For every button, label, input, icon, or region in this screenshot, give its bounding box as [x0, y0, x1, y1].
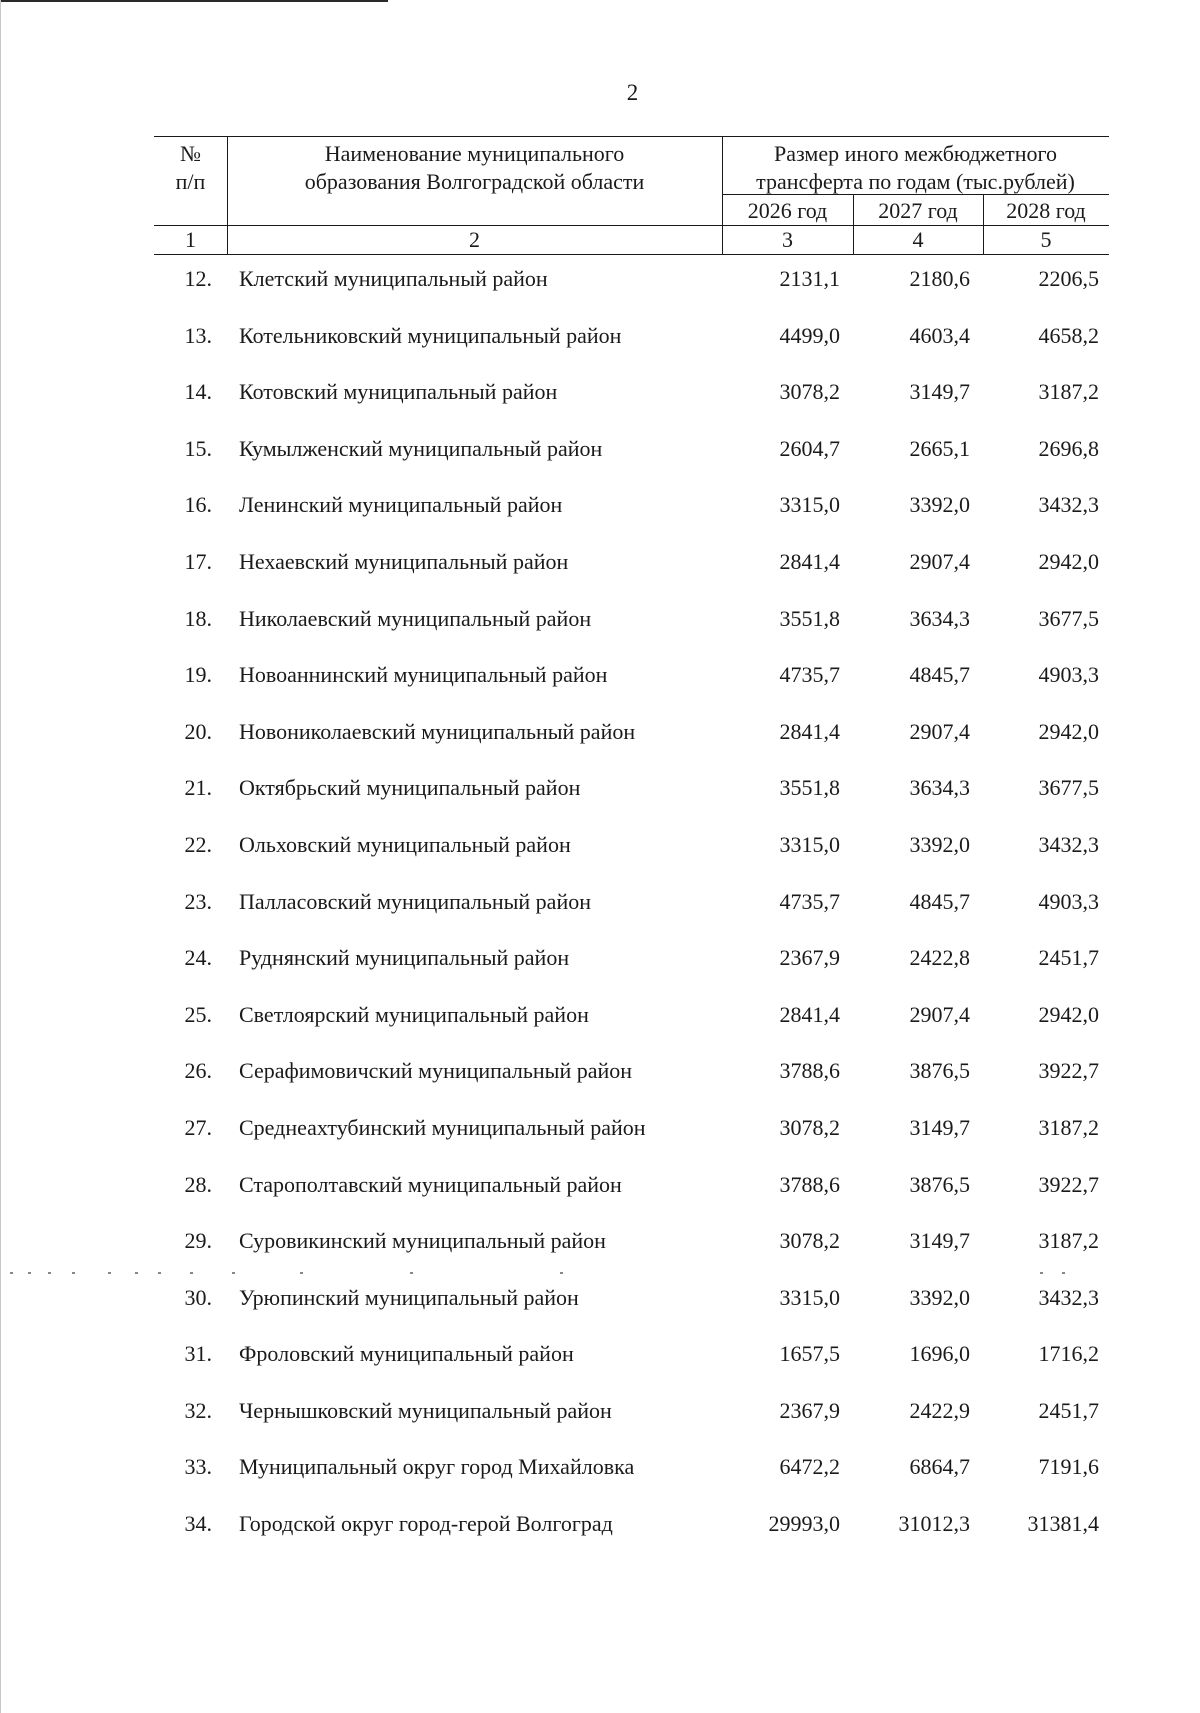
- row-number: 26.: [184, 1058, 212, 1084]
- row-value-2026: 3078,2: [779, 379, 840, 405]
- row-value-2027: 4845,7: [909, 662, 970, 688]
- row-value-2027: 2422,8: [909, 945, 970, 971]
- header-year-2026: 2026 год: [747, 198, 828, 223]
- row-municipality-name: Урюпинский муниципальный район: [239, 1284, 579, 1310]
- row-number: 19.: [184, 662, 212, 688]
- row-value-2028: 31381,4: [1027, 1511, 1099, 1537]
- row-value-2028: 3187,2: [1038, 1228, 1099, 1254]
- row-value-2027: 3149,7: [909, 379, 970, 405]
- row-municipality-name: Новоаннинский муниципальный район: [239, 662, 608, 688]
- row-value-2027: 2665,1: [909, 435, 970, 461]
- row-value-2026: 3788,6: [779, 1171, 840, 1197]
- row-value-2027: 3149,7: [909, 1114, 970, 1140]
- table-row: [0, 771, 1200, 828]
- header-top-rule: [154, 136, 1109, 137]
- row-municipality-name: Старополтавский муниципальный район: [239, 1171, 622, 1197]
- header-amount-line1: Размер иного межбюджетного: [774, 141, 1057, 166]
- row-value-2026: 2367,9: [779, 1397, 840, 1423]
- table-row: [0, 1111, 1200, 1168]
- row-value-2028: 2942,0: [1038, 548, 1099, 574]
- row-value-2028: 2942,0: [1038, 718, 1099, 744]
- row-value-2028: 1716,2: [1038, 1341, 1099, 1367]
- header-bottom-rule: [154, 254, 1109, 255]
- row-municipality-name: Чернышковский муниципальный район: [239, 1397, 612, 1423]
- scan-noise: [0, 1272, 1200, 1280]
- row-number: 28.: [184, 1171, 212, 1197]
- row-municipality-name: Октябрьский муниципальный район: [239, 775, 581, 801]
- row-value-2027: 6864,7: [909, 1454, 970, 1480]
- row-number: 14.: [184, 379, 212, 405]
- row-value-2027: 2422,9: [909, 1397, 970, 1423]
- row-number: 25.: [184, 1001, 212, 1027]
- row-value-2026: 3551,8: [779, 775, 840, 801]
- row-value-2027: 1696,0: [909, 1341, 970, 1367]
- header-year-2028: 2028 год: [1006, 198, 1086, 223]
- row-municipality-name: Новониколаевский муниципальный район: [239, 718, 636, 744]
- row-number: 12.: [184, 266, 212, 291]
- row-municipality-name: Котовский муниципальный район: [239, 379, 558, 405]
- row-value-2027: 2907,4: [909, 718, 970, 744]
- row-value-2027: 3876,5: [909, 1058, 970, 1084]
- row-value-2028: 4658,2: [1038, 322, 1099, 348]
- row-municipality-name: Фроловский муниципальный район: [239, 1341, 574, 1367]
- row-municipality-name: Котельниковский муниципальный район: [239, 322, 622, 348]
- header-colnum-2: 2: [469, 227, 480, 252]
- row-number: 15.: [184, 435, 212, 461]
- row-value-2027: 3392,0: [909, 831, 970, 857]
- row-number: 20.: [184, 718, 212, 744]
- row-municipality-name: Серафимовичский муниципальный район: [239, 1058, 633, 1084]
- header-no-line1: №: [180, 141, 201, 166]
- row-value-2027: 2180,6: [909, 266, 970, 291]
- row-number: 23.: [184, 888, 212, 914]
- header-colnum-1: 1: [185, 227, 196, 252]
- header-colnum-3: 3: [782, 227, 793, 252]
- row-number: 13.: [184, 322, 212, 348]
- row-value-2026: 3315,0: [779, 831, 840, 857]
- row-number: 17.: [184, 548, 212, 574]
- header-colnum-5: 5: [1040, 227, 1052, 252]
- row-value-2028: 4903,3: [1038, 662, 1099, 688]
- header-year-2027: 2027 год: [878, 198, 958, 223]
- table-row: [0, 828, 1200, 885]
- row-value-2027: 3149,7: [909, 1228, 970, 1254]
- row-municipality-name: Клетский муниципальный район: [239, 266, 548, 291]
- page-number: 2: [626, 80, 639, 105]
- table-row: [0, 1394, 1200, 1451]
- table-row: [0, 488, 1200, 545]
- row-municipality-name: Суровикинский муниципальный район: [239, 1228, 606, 1254]
- row-value-2026: 3788,6: [779, 1058, 840, 1084]
- row-value-2027: 31012,3: [898, 1511, 970, 1537]
- row-value-2026: 1657,5: [779, 1341, 840, 1367]
- row-value-2027: 3392,0: [909, 492, 970, 518]
- table-row: [0, 319, 1200, 376]
- row-value-2028: 3677,5: [1038, 605, 1099, 631]
- table-row: [0, 1054, 1200, 1111]
- header-colnum-4: 4: [912, 227, 924, 252]
- row-value-2028: 3187,2: [1038, 379, 1099, 405]
- table-row: [0, 1281, 1200, 1338]
- row-municipality-name: Ленинский муниципальный район: [239, 492, 563, 518]
- row-number: 33.: [184, 1454, 212, 1480]
- row-municipality-name: Нехаевский муниципальный район: [239, 548, 569, 574]
- row-number: 27.: [184, 1114, 212, 1140]
- row-number: 24.: [184, 945, 212, 971]
- row-value-2028: 3432,3: [1038, 831, 1099, 857]
- table-row: [0, 432, 1200, 489]
- row-number: 18.: [184, 605, 212, 631]
- row-municipality-name: Палласовский муниципальный район: [239, 888, 591, 914]
- row-number: 34.: [184, 1511, 212, 1537]
- row-value-2026: 4735,7: [779, 888, 840, 914]
- table-row: [0, 545, 1200, 602]
- row-municipality-name: Светлоярский муниципальный район: [239, 1001, 589, 1027]
- row-number: 22.: [184, 831, 212, 857]
- row-value-2026: 3078,2: [779, 1228, 840, 1254]
- row-municipality-name: Среднеахтубинский муниципальный район: [239, 1114, 646, 1140]
- table-row: [0, 1507, 1200, 1564]
- row-value-2027: 2907,4: [909, 1001, 970, 1027]
- row-value-2027: 4845,7: [909, 888, 970, 914]
- row-value-2028: 2206,5: [1038, 266, 1099, 291]
- table-row: [0, 941, 1200, 998]
- row-value-2028: 3432,3: [1038, 492, 1099, 518]
- row-value-2026: 2841,4: [779, 548, 840, 574]
- table-row: [0, 885, 1200, 942]
- row-value-2028: 4903,3: [1038, 888, 1099, 914]
- row-value-2027: 4603,4: [909, 322, 970, 348]
- row-number: 16.: [184, 492, 212, 518]
- row-municipality-name: Кумылженский муниципальный район: [239, 435, 603, 461]
- row-value-2028: 3922,7: [1038, 1058, 1099, 1084]
- row-municipality-name: Ольховский муниципальный район: [239, 831, 571, 857]
- header-no-line2: п/п: [175, 169, 206, 194]
- row-value-2026: 2131,1: [779, 266, 840, 291]
- row-value-2028: 3187,2: [1038, 1114, 1099, 1140]
- row-value-2028: 7191,6: [1038, 1454, 1099, 1480]
- row-municipality-name: Руднянский муниципальный район: [239, 945, 570, 971]
- row-number: 32.: [184, 1397, 212, 1423]
- row-value-2028: 3677,5: [1038, 775, 1099, 801]
- table-row: [0, 262, 1200, 319]
- row-number: 30.: [184, 1284, 212, 1310]
- row-value-2028: 2942,0: [1038, 1001, 1099, 1027]
- row-value-2026: 4735,7: [779, 662, 840, 688]
- row-municipality-name: Николаевский муниципальный район: [239, 605, 592, 631]
- row-value-2026: 2841,4: [779, 718, 840, 744]
- table-body: [0, 262, 1200, 1564]
- table-row: [0, 1450, 1200, 1507]
- row-value-2027: 3634,3: [909, 775, 970, 801]
- row-value-2027: 2907,4: [909, 548, 970, 574]
- row-value-2027: 3392,0: [909, 1284, 970, 1310]
- table-row: [0, 715, 1200, 772]
- row-value-2026: 4499,0: [779, 322, 840, 348]
- table-header: [0, 0, 1200, 260]
- row-value-2028: 3432,3: [1038, 1284, 1099, 1310]
- row-number: 21.: [184, 775, 212, 801]
- row-value-2026: 29993,0: [768, 1511, 840, 1537]
- header-amount-line2: трансферта по годам (тыс.рублей): [756, 169, 1075, 194]
- row-value-2026: 3078,2: [779, 1114, 840, 1140]
- row-value-2026: 6472,2: [779, 1454, 840, 1480]
- header-name-line2: образования Волгоградской области: [304, 169, 645, 194]
- row-value-2028: 2451,7: [1038, 945, 1099, 971]
- row-value-2026: 3315,0: [779, 1284, 840, 1310]
- row-value-2028: 3922,7: [1038, 1171, 1099, 1197]
- table-row: [0, 998, 1200, 1055]
- row-value-2027: 3876,5: [909, 1171, 970, 1197]
- row-number: 31.: [184, 1341, 212, 1367]
- table-row: [0, 375, 1200, 432]
- row-value-2027: 3634,3: [909, 605, 970, 631]
- header-name-line1: Наименование муниципального: [324, 141, 625, 166]
- row-municipality-name: Городской округ город-герой Волгоград: [239, 1511, 613, 1537]
- row-value-2028: 2696,8: [1038, 435, 1099, 461]
- row-value-2026: 2367,9: [779, 945, 840, 971]
- row-value-2026: 3315,0: [779, 492, 840, 518]
- table-row: [0, 1168, 1200, 1225]
- table-row: [0, 602, 1200, 659]
- row-number: 29.: [184, 1228, 212, 1254]
- row-value-2028: 2451,7: [1038, 1397, 1099, 1423]
- row-municipality-name: Муниципальный округ город Михайловка: [239, 1454, 635, 1480]
- row-value-2026: 2604,7: [779, 435, 840, 461]
- row-value-2026: 3551,8: [779, 605, 840, 631]
- table-row: [0, 1337, 1200, 1394]
- row-value-2026: 2841,4: [779, 1001, 840, 1027]
- table-row: [0, 658, 1200, 715]
